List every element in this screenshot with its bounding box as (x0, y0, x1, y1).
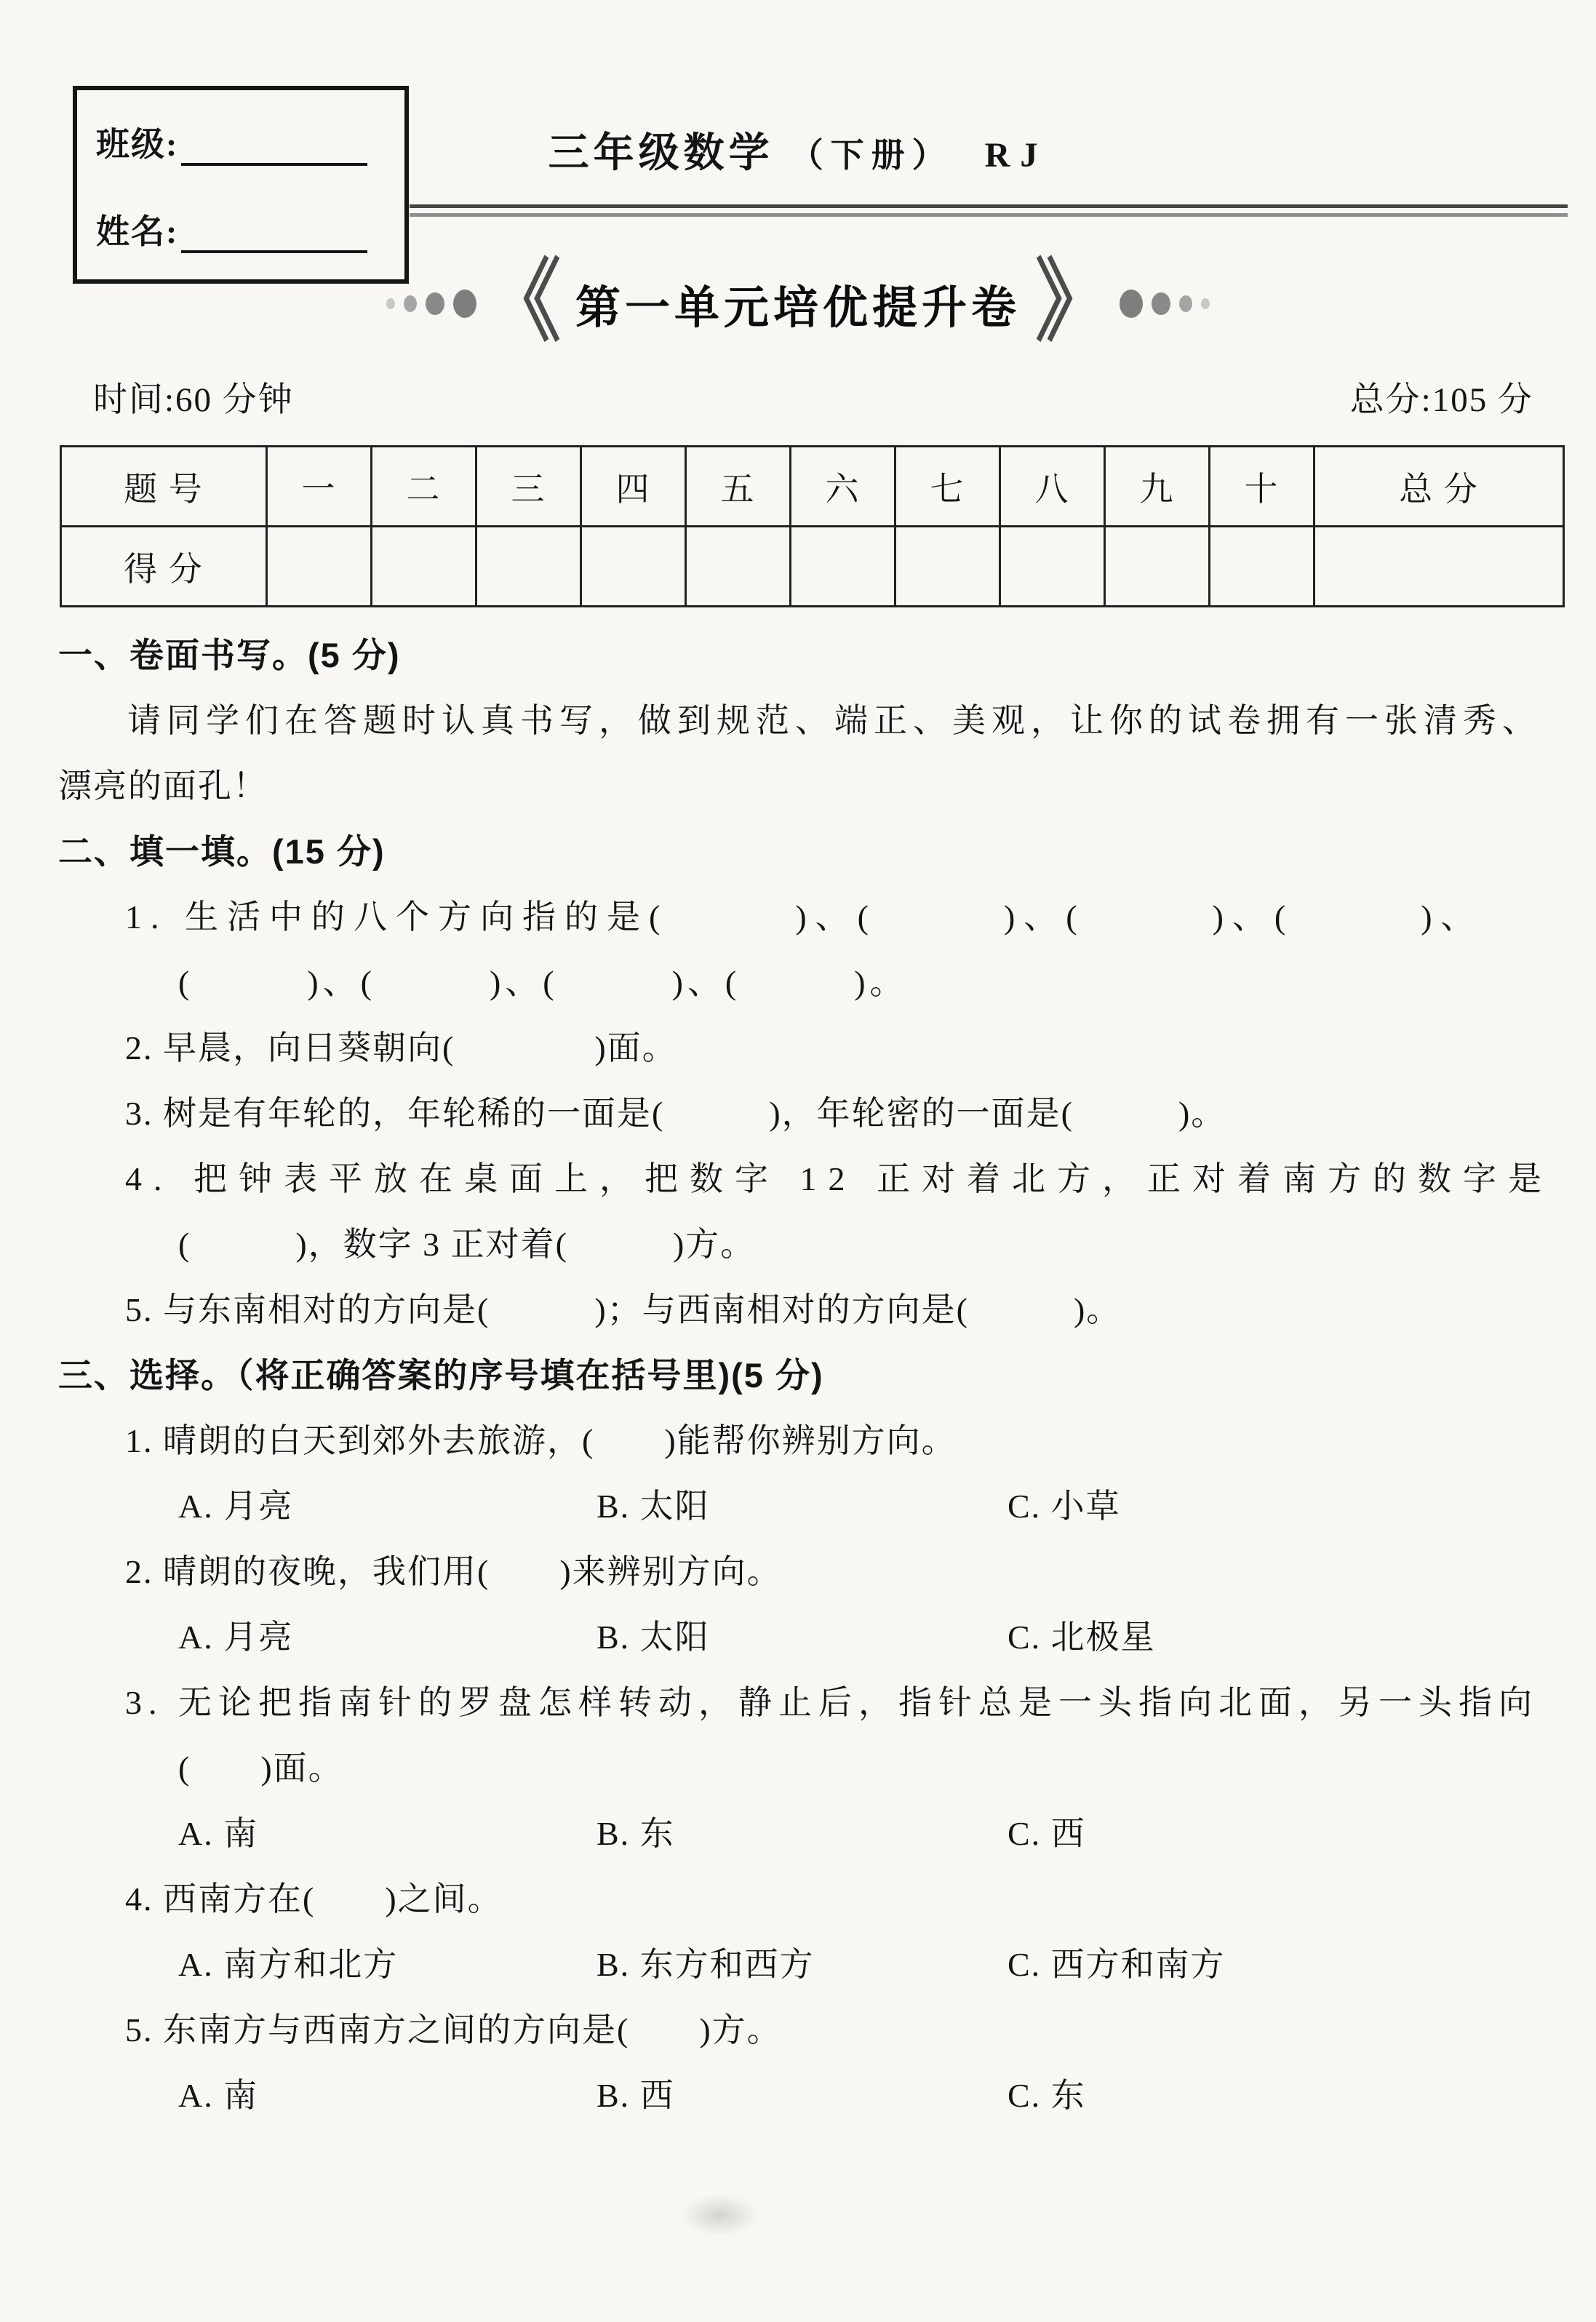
s2-q4-line2: ( )，数字 3 正对着( )方。 (178, 1226, 756, 1263)
decor-dot-icon (386, 298, 395, 309)
class-label: 班级: (96, 126, 179, 163)
s2-q1-line1: 1. 生活中的八个方向指的是( )、( )、( )、( )、 (125, 898, 1483, 935)
s3-q2-options (58, 1605, 1539, 1670)
s3-q2-stem: 2. 晴朗的夜晚，我们用( )来辨别方向。 (125, 1553, 782, 1590)
decor-dot-icon (453, 290, 476, 318)
s2-q3: 3. 树是有年轮的，年轮稀的一面是( )，年轮密的一面是( )。 (125, 1095, 1226, 1132)
decor-dot-icon (1201, 298, 1210, 309)
col-8: 八 (1000, 447, 1105, 527)
score-cell[interactable] (372, 527, 476, 607)
s3-q4-stem: 4. 西南方在( )之间。 (125, 1880, 503, 1918)
student-info-box (73, 86, 409, 284)
s3-q3-options (58, 1801, 1539, 1867)
s3-q1-option-c: C. 小草 (1008, 1488, 1121, 1525)
double-rule (410, 204, 1568, 217)
col-total: 总 分 (1314, 447, 1564, 527)
time-limit: 时间:60 分钟 (93, 381, 294, 419)
col-1: 一 (267, 447, 372, 527)
s3-q5-option-a: A. 南 (178, 2077, 259, 2114)
s3-q5-option-b: B. 西 (596, 2077, 675, 2114)
col-2: 二 (372, 447, 476, 527)
score-cell[interactable] (1105, 527, 1210, 607)
section1-title: 一、卷面书写。(5 分) (58, 636, 401, 674)
score-row-label: 得 分 (61, 527, 267, 607)
decor-dot-icon (1179, 295, 1192, 312)
s3-q3-option-c: C. 西 (1008, 1815, 1086, 1852)
s3-q4-option-c: C. 西方和南方 (1008, 1946, 1226, 1983)
right-bracket-icon: 》 (1035, 253, 1112, 353)
col-3: 三 (476, 447, 581, 527)
exam-body (58, 623, 1553, 2128)
scan-smudge (680, 2193, 760, 2237)
unit-banner (0, 253, 1596, 353)
score-cell[interactable] (895, 527, 1000, 607)
s3-q1-option-b: B. 太阳 (596, 1488, 710, 1525)
s3-q3-stem-line1: 3. 无论把指南针的罗盘怎样转动，静止后，指针总是一头指向北面，另一头指向 (125, 1684, 1539, 1721)
s3-q2-option-c: C. 北极星 (1008, 1619, 1156, 1656)
s3-q3-option-a: A. 南 (178, 1815, 259, 1852)
col-question-number: 题 号 (61, 447, 267, 527)
score-table (60, 445, 1565, 607)
col-10: 十 (1210, 447, 1314, 527)
total-score: 总分:105 分 (1349, 381, 1533, 419)
s2-q4-line1: 4. 把钟表平放在桌面上，把数字 12 正对着北方，正对着南方的数字是 (125, 1160, 1553, 1197)
section3-title: 三、选择。（将正确答案的序号填在括号里)(5 分) (58, 1356, 824, 1395)
name-row (96, 205, 367, 253)
name-input-line[interactable] (181, 212, 367, 253)
page-title-main: 三年级数学 (548, 129, 774, 175)
page-title-edition: RJ (984, 136, 1048, 175)
decor-dot-icon (426, 292, 444, 315)
decor-dot-icon (1152, 292, 1170, 315)
score-cell[interactable] (267, 527, 372, 607)
banner-title: 第一单元培优提升卷 (575, 282, 1021, 333)
name-label: 姓名: (96, 213, 179, 250)
s3-q4-options (58, 1932, 1539, 1998)
score-cell[interactable] (686, 527, 791, 607)
meta-row (93, 372, 1533, 421)
decor-dot-icon (404, 295, 417, 312)
score-cell[interactable] (791, 527, 895, 607)
s3-q3-option-b: B. 东 (596, 1815, 675, 1852)
col-9: 九 (1105, 447, 1210, 527)
section1-text-line2: 漂亮的面孔！ (58, 767, 268, 805)
section1-text-line1: 请同学们在答题时认真书写，做到规范、端正、美观，让你的试卷拥有一张清秀、 (127, 702, 1541, 739)
score-cell[interactable] (1210, 527, 1314, 607)
s3-q5-stem: 5. 东南方与西南方之间的方向是( )方。 (125, 2011, 782, 2048)
s3-q4-option-b: B. 东方和西方 (596, 1946, 815, 1983)
s3-q1-stem: 1. 晴朗的白天到郊外去旅游，( )能帮你辨别方向。 (125, 1422, 957, 1459)
page-title (0, 121, 1596, 179)
s3-q5-option-c: C. 东 (1008, 2077, 1086, 2114)
col-7: 七 (895, 447, 1000, 527)
s3-q2-option-b: B. 太阳 (596, 1619, 710, 1656)
score-cell[interactable] (1000, 527, 1105, 607)
s2-q1-line2: ( )、( )、( )、( )。 (178, 964, 908, 1001)
s2-q2: 2. 早晨，向日葵朝向( )面。 (125, 1029, 677, 1066)
decor-dot-icon (1120, 290, 1143, 318)
score-table-header-row (61, 447, 1564, 527)
s3-q4-option-a: A. 南方和北方 (178, 1946, 399, 1983)
s3-q1-options (58, 1474, 1539, 1539)
s3-q3-stem-line2: ( )面。 (178, 1750, 343, 1787)
left-bracket-icon: 《 (484, 253, 561, 353)
score-table-score-row (61, 527, 1564, 607)
score-cell-total[interactable] (1314, 527, 1564, 607)
col-5: 五 (686, 447, 791, 527)
s2-q5: 5. 与东南相对的方向是( )；与西南相对的方向是( )。 (125, 1291, 1122, 1328)
col-6: 六 (791, 447, 895, 527)
s3-q2-option-a: A. 月亮 (178, 1619, 294, 1656)
section2-title: 二、填一填。(15 分) (58, 832, 386, 871)
page-title-volume: （下册） (789, 137, 953, 174)
col-4: 四 (581, 447, 686, 527)
s3-q5-options (58, 2063, 1539, 2128)
score-cell[interactable] (476, 527, 581, 607)
s3-q1-option-a: A. 月亮 (178, 1488, 294, 1525)
score-cell[interactable] (581, 527, 686, 607)
